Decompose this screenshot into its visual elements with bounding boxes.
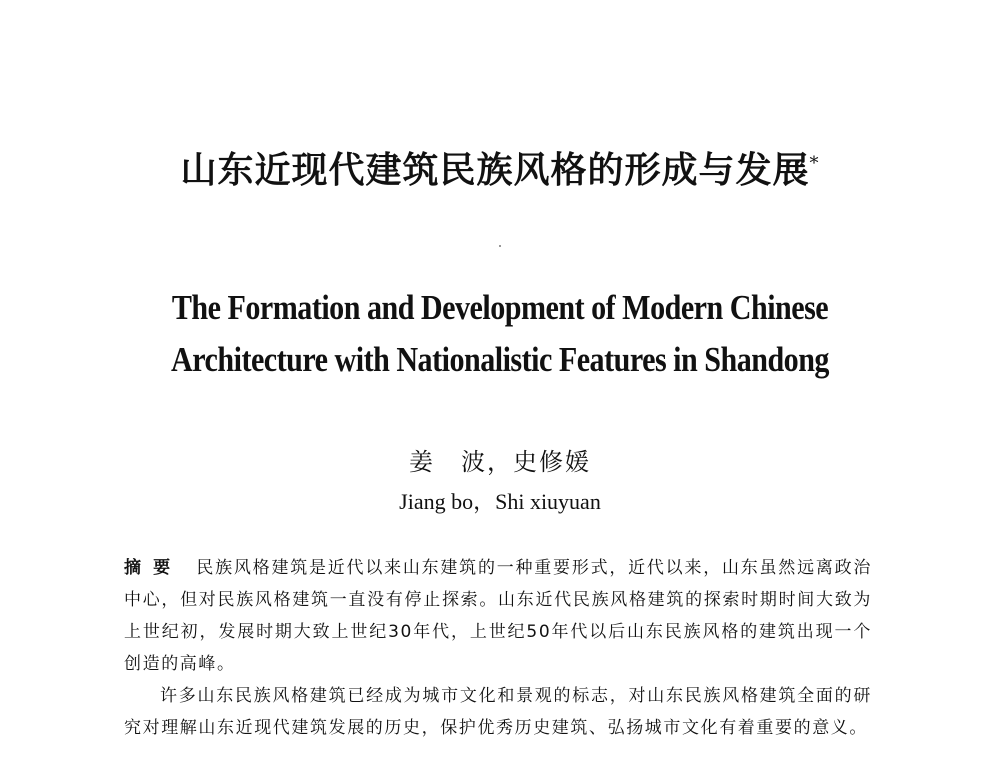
abstract: [124, 552, 872, 744]
abstract-paragraph-2: 许多山东民族风格建筑已经成为城市文化和景观的标志，对山东民族风格建筑全面的研究对理解山东近现代建筑发展的历史，保护优秀历史建筑、弘扬城市文化有着重要的意义。: [124, 686, 872, 738]
footnote-marker: *: [809, 153, 820, 174]
authors-chinese: 姜 波，史修媛: [409, 448, 591, 476]
chinese-title: [0, 142, 1000, 193]
english-title-line-2: Architecture with Nationalistic Features in Shandong: [171, 340, 829, 379]
abstract-text-1: 民族风格建筑是近代以来山东建筑的一种重要形式，近代以来，山东虽然远离政治中心，但对民族风格建筑一直没有停止探索。山东近代民族风格建筑的探索时期时间大致为上世纪初，发展时期大致上世纪30年代，上世纪50年代以后山东民族风格的建筑出现一个创造的高峰。: [124, 558, 873, 674]
english-title-line-1: The Formation and Development of Modern Chinese: [171, 288, 829, 327]
chinese-title-text: 山东近现代建筑民族风格的形成与发展: [180, 149, 810, 191]
abstract-paragraph-1: [124, 552, 872, 680]
english-title: [70, 282, 930, 386]
abstract-label: 摘要: [124, 558, 183, 578]
scan-speck: [499, 245, 501, 247]
authors-english: Jiang bo，Shi xiuyuan: [399, 489, 601, 514]
